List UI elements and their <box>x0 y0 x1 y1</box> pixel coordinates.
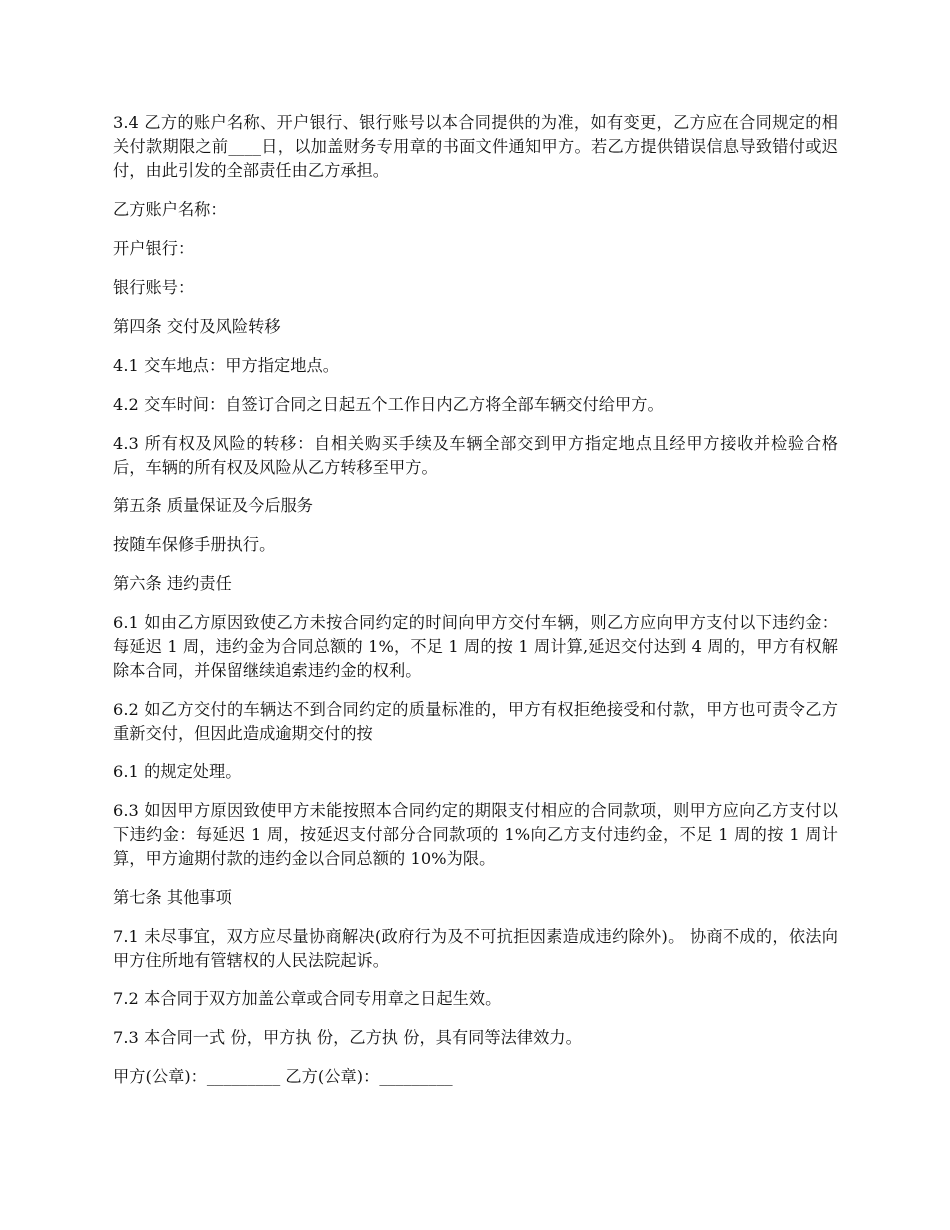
party-b-account-name: 乙方账户名称： <box>113 199 227 219</box>
contract-page <box>113 111 838 1104</box>
party-b-bank: 开户银行： <box>113 238 195 258</box>
party-b-account-number: 银行账号： <box>113 277 195 297</box>
clause-6-2-continued: 6.1 的规定处理。 <box>113 762 242 781</box>
article-4-heading: 第四条 交付及风险转移 <box>113 316 281 336</box>
article-5-heading: 第五条 质量保证及今后服务 <box>113 496 314 515</box>
clause-6-2: 6.2 如乙方交付的车辆达不到合同约定的质量标准的，甲方有权拒绝接受和付款，甲方也可责令乙方重新交付，但因此造成逾期交付的按 <box>113 699 838 743</box>
clause-7-1: 7.1 未尽事宜，双方应尽量协商解决(政府行为及不可抗拒因素造成违约除外)。 协商不成的，依法向甲方住所地有管辖权的人民法院起诉。 <box>113 926 838 970</box>
clause-4-1: 4.1 交车地点：甲方指定地点。 <box>113 355 339 375</box>
clause-7-2: 7.2 本合同于双方加盖公章或合同专用章之日起生效。 <box>113 989 502 1008</box>
warranty-text: 按随车保修手册执行。 <box>113 535 276 554</box>
clause-6-3: 6.3 如因甲方原因致使甲方未能按照本合同约定的期限支付相应的合同款项，则甲方应向乙方支付以下违约金：每延迟 1 周，按延迟支付部分合同款项的 1%向乙方支付违约金，不足 1 周的按 1 周计算，甲方逾期付款的违约金以合同总额的 10%为限。 <box>113 801 838 868</box>
article-6-heading: 第六条 违约责任 <box>113 574 232 593</box>
clause-7-3: 7.3 本合同一式 份，甲方执 份，乙方执 份，具有同等法律效力。 <box>113 1028 582 1047</box>
signature-line: 甲方(公章)：_________ 乙方(公章)：_________ <box>113 1067 453 1086</box>
clause-3-4: 3.4 乙方的账户名称、开户银行、银行账号以本合同提供的为准，如有变更，乙方应在合同规定的相关付款期限之前____日，以加盖财务专用章的书面文件通知甲方。若乙方提供错误信息导致错付或迟付，由此引发的全部责任由乙方承担。 <box>113 113 838 180</box>
clause-6-1: 6.1 如由乙方原因致使乙方未按合同约定的时间向甲方交付车辆，则乙方应向甲方支付以下违约金：每延迟 1 周，违约金为合同总额的 1%，不足 1 周的按 1 周计算,延迟交付达到 4 周的，甲方有权解除本合同，并保留继续追索违约金的权利。 <box>113 613 838 680</box>
clause-4-2: 4.2 交车时间：自签订合同之日起五个工作日内乙方将全部车辆交付给甲方。 <box>113 394 664 414</box>
clause-4-3: 4.3 所有权及风险的转移：自相关购买手续及车辆全部交到甲方指定地点且经甲方接收并检验合格后，车辆的所有权及风险从乙方转移至甲方。 <box>113 433 838 477</box>
article-7-heading: 第七条 其他事项 <box>113 887 232 907</box>
